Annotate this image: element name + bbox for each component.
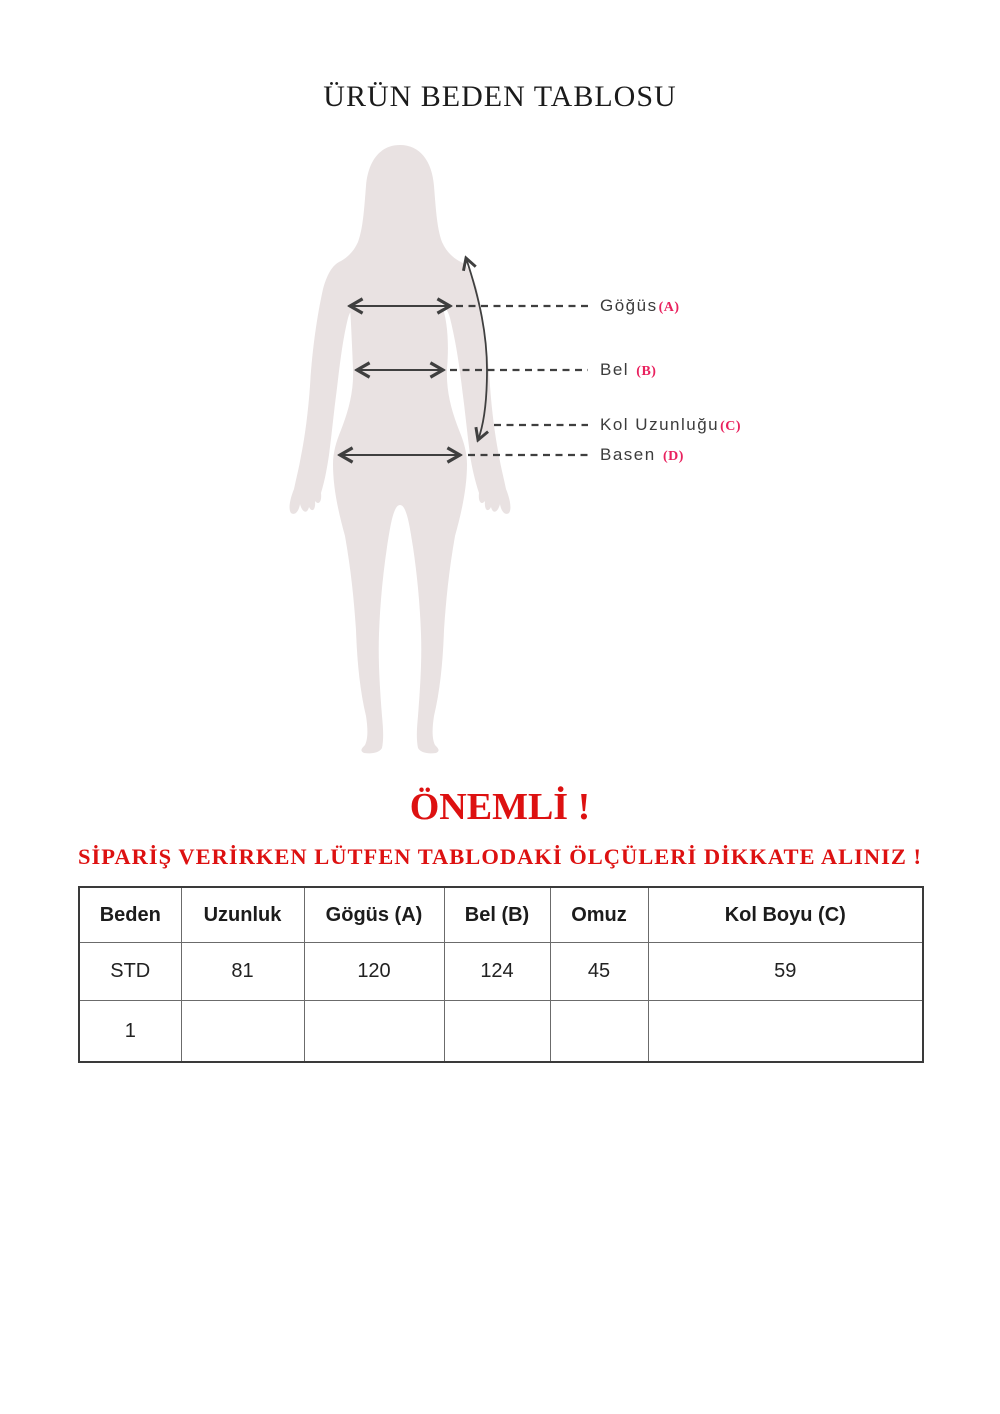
cell-omuz: [550, 1001, 648, 1063]
cell-omuz: 45: [550, 943, 648, 1001]
size-table-wrap: [78, 886, 924, 1063]
size-table-header-row: [79, 887, 923, 943]
size-table: [78, 886, 924, 1063]
cell-gogus: [304, 1001, 444, 1063]
header-uzunluk: Uzunluk: [181, 887, 304, 943]
header-beden: Beden: [79, 887, 181, 943]
label-arm-length-text: Kol Uzunluğu: [600, 415, 720, 434]
cell-bel: 124: [444, 943, 550, 1001]
label-chest-text: Göğüs: [600, 296, 658, 315]
size-table-row-1: [79, 1001, 923, 1063]
label-waist: [600, 359, 656, 382]
header-omuz: Omuz: [550, 887, 648, 943]
header-gogus: Gögüs (A): [304, 887, 444, 943]
warning-text: SİPARİŞ VERİRKEN LÜTFEN TABLODAKİ ÖLÇÜLERİ DİKKATE ALINIZ !: [78, 844, 922, 869]
cell-uzunluk: 81: [181, 943, 304, 1001]
label-hip-letter: (D): [662, 449, 684, 464]
cell-uzunluk: [181, 1001, 304, 1063]
label-waist-text: Bel: [600, 360, 636, 379]
female-body-silhouette: [290, 145, 511, 753]
cell-kol-boyu: [648, 1001, 923, 1063]
label-chest-letter: (A): [658, 300, 680, 315]
label-chest: [600, 295, 680, 318]
header-kol-boyu: Kol Boyu (C): [648, 887, 923, 943]
cell-gogus: 120: [304, 943, 444, 1001]
cell-beden: STD: [79, 943, 181, 1001]
label-hip: [600, 444, 684, 467]
cell-beden: 1: [79, 1001, 181, 1063]
page-title: ÜRÜN BEDEN TABLOSU: [323, 80, 677, 113]
label-waist-letter: (B): [636, 364, 657, 379]
cell-bel: [444, 1001, 550, 1063]
header-bel: Bel (B): [444, 887, 550, 943]
cell-kol-boyu: 59: [648, 943, 923, 1001]
label-arm-length: [600, 414, 741, 437]
label-hip-text: Basen: [600, 445, 662, 464]
label-arm-length-letter: (C): [720, 419, 742, 434]
important-heading: ÖNEMLİ !: [409, 786, 591, 828]
size-table-row-std: [79, 943, 923, 1001]
